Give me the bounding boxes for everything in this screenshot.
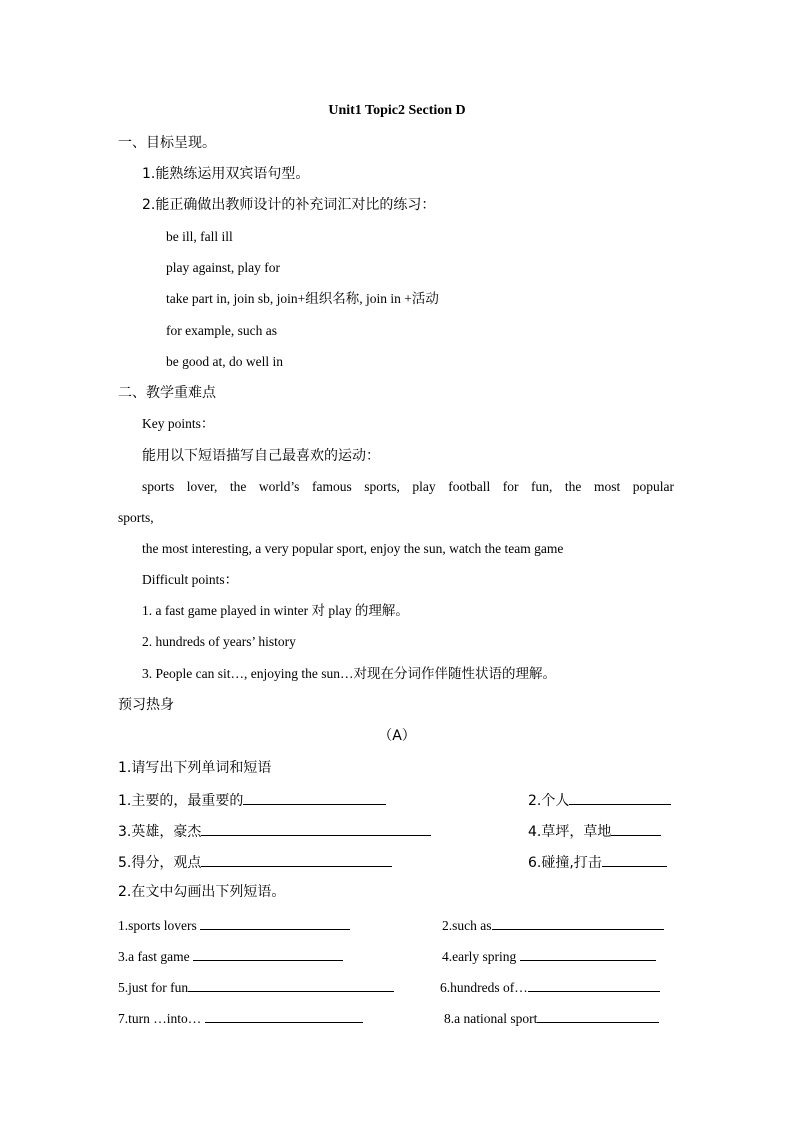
q1-item-2-label: 2.个人 — [528, 793, 570, 809]
answer-blank[interactable] — [200, 915, 350, 930]
q2-row-4-right — [444, 1008, 659, 1028]
phrase-line-5: be good at, do well in — [166, 354, 283, 369]
phrase-line-2: play against, play for — [166, 260, 280, 275]
q2-item-1-label: 1.sports lovers — [118, 918, 197, 933]
q1-row-2-right — [528, 821, 661, 841]
answer-blank[interactable] — [537, 1008, 659, 1023]
answer-blank[interactable] — [193, 946, 343, 961]
q1-row-1-right — [528, 790, 671, 810]
answer-blank[interactable] — [602, 852, 667, 867]
q2-item-2-label: 2.such as — [442, 918, 492, 933]
section-1-heading: 一、目标呈现。 — [118, 135, 216, 151]
q1-item-4-label: 4.草坪，草地 — [528, 824, 612, 840]
answer-blank[interactable] — [188, 977, 394, 992]
page-title: Unit1 Topic2 Section D — [328, 103, 466, 118]
difficult-point-2: 2. hundreds of years’ history — [142, 634, 296, 649]
q2-row-1-left — [118, 915, 350, 935]
answer-blank[interactable] — [520, 946, 656, 961]
q1-item-1-label: 1.主要的，最重要的 — [118, 793, 244, 809]
answer-blank[interactable] — [569, 790, 671, 805]
key-points-line-2: the most interesting, a very popular sport, enjoy the sun, watch the team game — [142, 541, 564, 556]
answer-blank[interactable] — [201, 821, 431, 836]
phrase-line-4: for example, such as — [166, 323, 277, 338]
answer-blank[interactable] — [205, 1008, 363, 1023]
answer-blank[interactable] — [611, 821, 661, 836]
goal-item-1: 1.能熟练运用双宾语句型。 — [142, 166, 310, 182]
answer-blank[interactable] — [492, 915, 664, 930]
q1-item-5-label: 5.得分，观点 — [118, 855, 202, 871]
q2-item-3-label: 3.a fast game — [118, 949, 190, 964]
q1-row-2-left — [118, 821, 431, 841]
key-points-line-1: sports lover, the world’s famous sports, play football for fun, the most popular — [142, 479, 674, 494]
q2-row-2-right — [442, 946, 656, 966]
q2-row-3-left — [118, 977, 394, 997]
section-2-heading: 二、教学重难点 — [118, 385, 216, 401]
key-points-line-1b: sports, — [118, 510, 154, 525]
difficult-point-3: 3. People can sit…, enjoying the sun…对现在分词作伴随性状语的理解。 — [142, 666, 556, 681]
phrase-line-3: take part in, join sb, join+组织名称, join in +活动 — [166, 291, 439, 306]
q2-item-8-label: 8.a national sport — [444, 1011, 538, 1026]
q2-item-4-label: 4.early spring — [442, 949, 517, 964]
q2-row-1-right — [442, 915, 664, 935]
answer-blank[interactable] — [528, 977, 660, 992]
q2-row-2-left — [118, 946, 343, 966]
q2-row-4-left — [118, 1008, 363, 1028]
q1-row-3-right — [528, 852, 667, 872]
answer-blank[interactable] — [243, 790, 386, 805]
preview-heading: 预习热身 — [118, 697, 174, 713]
q2-item-6-label: 6.hundreds of… — [440, 980, 528, 995]
q1-item-3-label: 3.英雄，豪杰 — [118, 824, 202, 840]
part-a-label: （A） — [378, 728, 416, 744]
answer-blank[interactable] — [201, 852, 392, 867]
difficult-point-1: 1. a fast game played in winter 对 play 的理解。 — [142, 603, 409, 618]
key-points-label: Key points： — [142, 416, 215, 431]
q2-row-3-right — [440, 977, 660, 997]
q1-row-1-left — [118, 790, 386, 810]
question-1: 1.请写出下列单词和短语 — [118, 760, 272, 776]
q2-item-7-label: 7.turn …into… — [118, 1011, 202, 1026]
q1-row-3-left — [118, 852, 392, 872]
phrase-line-1: be ill, fall ill — [166, 229, 233, 244]
key-points-intro: 能用以下短语描写自己最喜欢的运动： — [142, 448, 380, 464]
q1-item-6-label: 6.碰撞,打击 — [528, 855, 602, 871]
q2-item-5-label: 5.just for fun — [118, 980, 189, 995]
question-2: 2.在文中勾画出下列短语。 — [118, 884, 286, 900]
difficult-points-label: Difficult points： — [142, 572, 239, 587]
goal-item-2: 2.能正确做出教师设计的补充词汇对比的练习： — [142, 197, 436, 213]
